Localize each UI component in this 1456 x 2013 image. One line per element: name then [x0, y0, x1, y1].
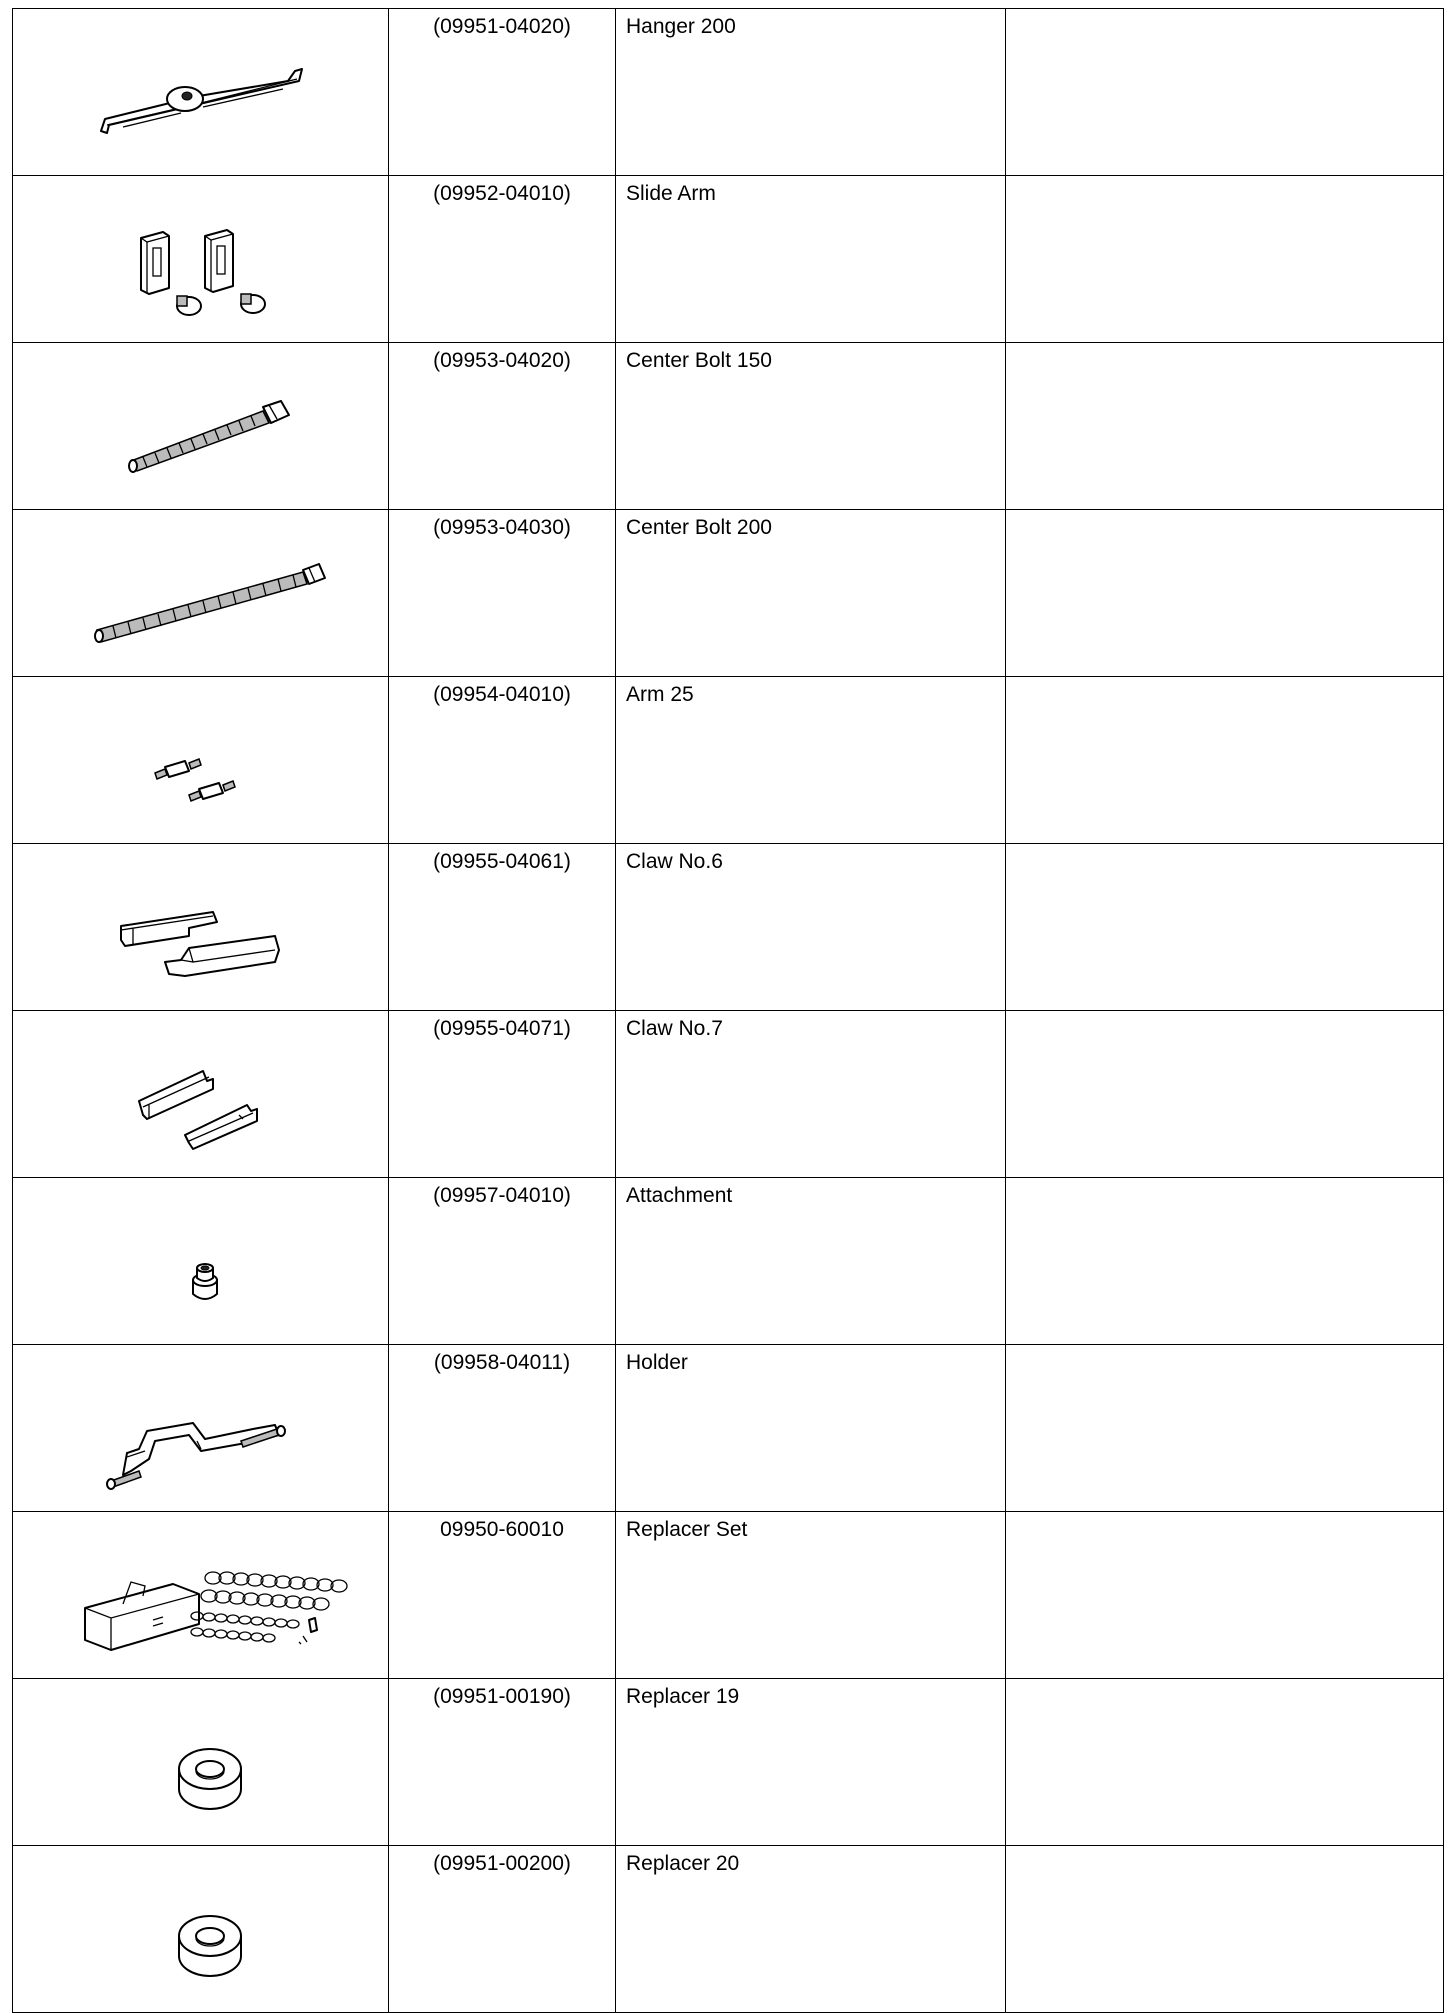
notes-cell: [1006, 1512, 1444, 1679]
tool-illustration: [13, 343, 389, 510]
tool-name: Claw No.6: [616, 844, 1006, 1011]
tool-illustration: [13, 1846, 389, 2013]
special-service-tools-table: [12, 8, 1444, 2013]
notes-cell: [1006, 1011, 1444, 1178]
notes-cell: [1006, 343, 1444, 510]
part-number: (09952-04010): [389, 176, 616, 343]
tool-name: Center Bolt 200: [616, 510, 1006, 677]
table-row: [13, 1011, 1444, 1178]
table-row: [13, 1512, 1444, 1679]
part-number: (09953-04030): [389, 510, 616, 677]
claw-6-icon: [13, 844, 389, 1006]
center-bolt-150-icon: [13, 343, 389, 505]
notes-cell: [1006, 510, 1444, 677]
tool-illustration: [13, 677, 389, 844]
tool-name: Replacer 19: [616, 1679, 1006, 1846]
tool-name: Hanger 200: [616, 9, 1006, 176]
tool-illustration: [13, 1679, 389, 1846]
table-row: [13, 9, 1444, 176]
part-number: (09954-04010): [389, 677, 616, 844]
notes-cell: [1006, 1846, 1444, 2013]
table-row: [13, 1679, 1444, 1846]
notes-cell: [1006, 844, 1444, 1011]
tool-name: Holder: [616, 1345, 1006, 1512]
table-row: [13, 176, 1444, 343]
table-row: [13, 510, 1444, 677]
part-number: (09953-04020): [389, 343, 616, 510]
tool-illustration: [13, 844, 389, 1011]
tool-illustration: [13, 1011, 389, 1178]
table-row: [13, 343, 1444, 510]
tool-name: Attachment: [616, 1178, 1006, 1345]
part-number: (09958-04011): [389, 1345, 616, 1512]
tool-illustration: [13, 176, 389, 343]
part-number: (09951-00190): [389, 1679, 616, 1846]
notes-cell: [1006, 176, 1444, 343]
notes-cell: [1006, 9, 1444, 176]
holder-icon: [13, 1345, 389, 1507]
tool-illustration: [13, 1178, 389, 1345]
table-row: [13, 1846, 1444, 2013]
tool-illustration: [13, 9, 389, 176]
part-number: 09950-60010: [389, 1512, 616, 1679]
slide-arm-icon: [13, 176, 389, 338]
claw-7-icon: [13, 1011, 389, 1173]
notes-cell: [1006, 1178, 1444, 1345]
table-row: [13, 1345, 1444, 1512]
tool-illustration: [13, 1345, 389, 1512]
part-number: (09957-04010): [389, 1178, 616, 1345]
part-number: (09951-04020): [389, 9, 616, 176]
table-row: [13, 844, 1444, 1011]
tool-illustration: [13, 1512, 389, 1679]
part-number: (09955-04061): [389, 844, 616, 1011]
notes-cell: [1006, 677, 1444, 844]
tool-illustration: [13, 510, 389, 677]
tool-name: Arm 25: [616, 677, 1006, 844]
replacer-ring-icon: [13, 1846, 389, 2008]
notes-cell: [1006, 1679, 1444, 1846]
tool-name: Replacer 20: [616, 1846, 1006, 2013]
arm-icon: [13, 677, 389, 839]
notes-cell: [1006, 1345, 1444, 1512]
table-row: [13, 1178, 1444, 1345]
replacer-set-icon: [13, 1512, 389, 1674]
part-number: (09951-00200): [389, 1846, 616, 2013]
center-bolt-200-icon: [13, 510, 389, 672]
hanger-icon: [13, 9, 389, 171]
tool-name: Replacer Set: [616, 1512, 1006, 1679]
tool-name: Slide Arm: [616, 176, 1006, 343]
part-number: (09955-04071): [389, 1011, 616, 1178]
tool-name: Center Bolt 150: [616, 343, 1006, 510]
attachment-icon: [13, 1178, 389, 1340]
tool-name: Claw No.7: [616, 1011, 1006, 1178]
replacer-ring-icon: [13, 1679, 389, 1841]
table-row: [13, 677, 1444, 844]
